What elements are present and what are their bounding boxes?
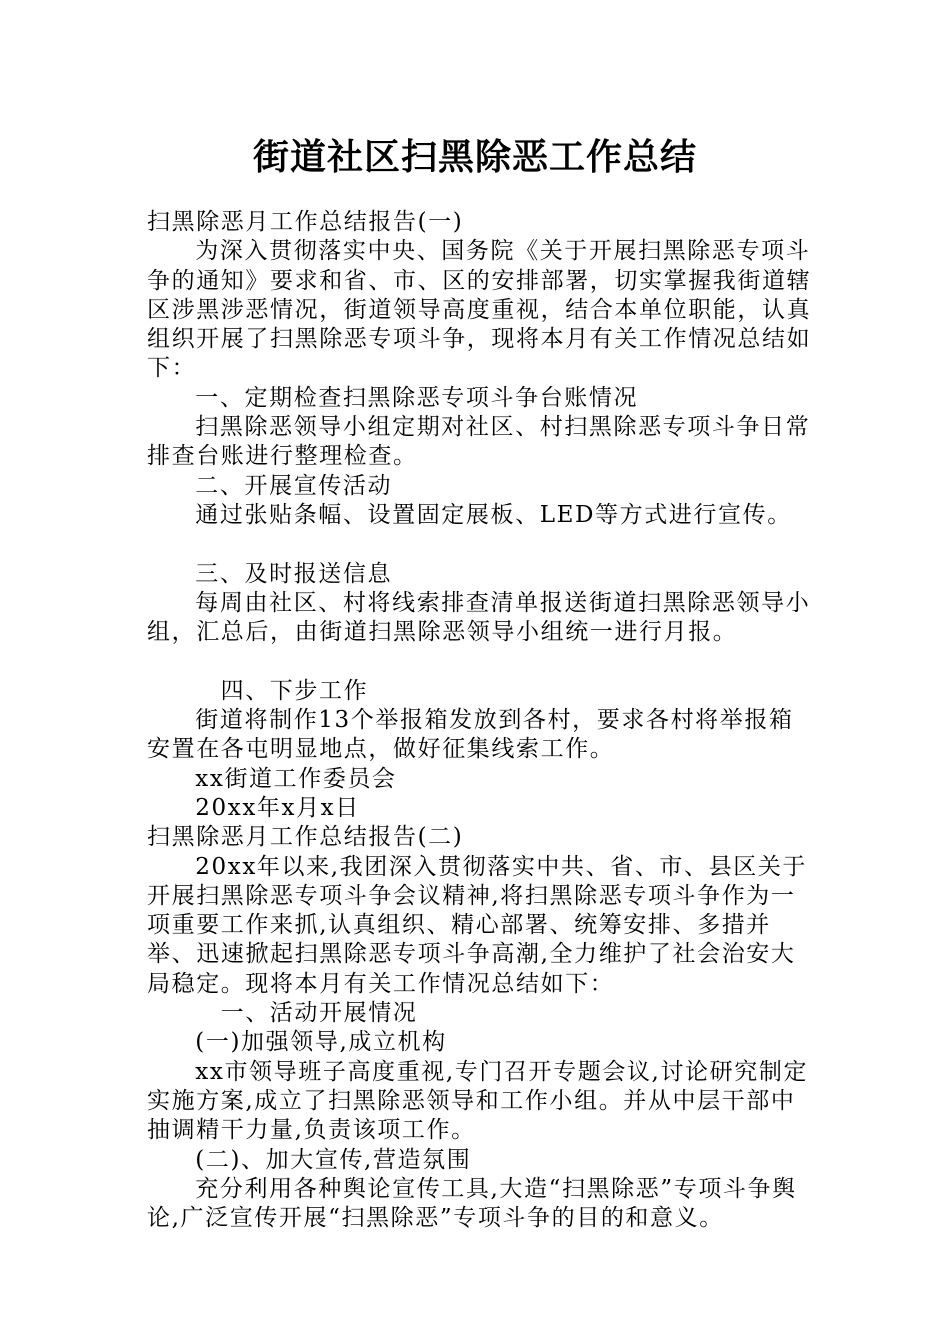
blank-line [147,647,812,676]
blank-line [147,530,812,559]
subsection-heading: (二)、加大宣传,营造氛围 [195,1146,472,1173]
document-title: 街道社区扫黑除恶工作总结 [252,137,697,178]
paragraph: 每周由社区、村将线索排查清单报送街道扫黑除恶领导小组，汇总后，由街道扫黑除恶领导小组统一进行月报。 [147,589,811,646]
section-heading: 四、下步工作 [220,677,369,704]
subsection-heading: (一)加强领导,成立机构 [195,1029,447,1056]
paragraph: 20xx年以来,我团深入贯彻落实中共、省、市、县区关于开展扫黑除恶专项斗争会议精神,将扫黑除恶专项斗争作为一项重要工作来抓,认真组织、精心部署、统筹安排、多措并举、迅速掀起扫黑除恶专项斗争高潮,全力维护了社会治安大局稳定。现将本月有关工作情况总结如下： [147,853,808,997]
paragraph: 扫黑除恶领导小组定期对社区、村扫黑除恶专项斗争日常排查台账进行整理检查。 [147,414,811,470]
paragraph: 充分利用各种舆论宣传工具,大造“扫黑除恶”专项斗争舆论,广泛宣传开展“扫黑除恶”专项斗争的目的和意义。 [147,1175,797,1232]
paragraph: 街道将制作13个举报箱发放到各村，要求各村将举报箱安置在各屯明显地点，做好征集线索工作。 [147,707,794,763]
section-heading: 三、及时报送信息 [195,560,393,587]
report-heading-2: 扫黑除恶月工作总结报告(二) [147,824,464,851]
section-heading: 一、活动开展情况 [220,1000,418,1027]
paragraph: 通过张贴条幅、设置固定展板、LED等方式进行宣传。 [195,501,792,528]
section-heading: 二、开展宣传活动 [195,472,393,499]
signature-date: 20xx年x月x日 [195,794,360,821]
section-heading: 一、定期检查扫黑除恶专项斗争台账情况 [195,384,639,411]
paragraph: xx市领导班子高度重视,专门召开专题会议,讨论研究制定实施方案,成立了扫黑除恶领导和工作小组。并从中层干部中抽调精干力量,负责该项工作。 [147,1058,809,1144]
paragraph: 为深入贯彻落实中央、国务院《关于开展扫黑除恶专项斗争的通知》要求和省、市、区的安排部署，切实掌握我街道辖区涉黑涉恶情况，街道领导高度重视，结合本单位职能，认真组织开展了扫黑除恶专项斗争，现将本月有关工作情况总结如下： [147,238,812,382]
document-body [147,208,812,1233]
signature-organization: xx街道工作委员会 [195,765,397,792]
report-heading-1: 扫黑除恶月工作总结报告(一) [147,209,464,235]
